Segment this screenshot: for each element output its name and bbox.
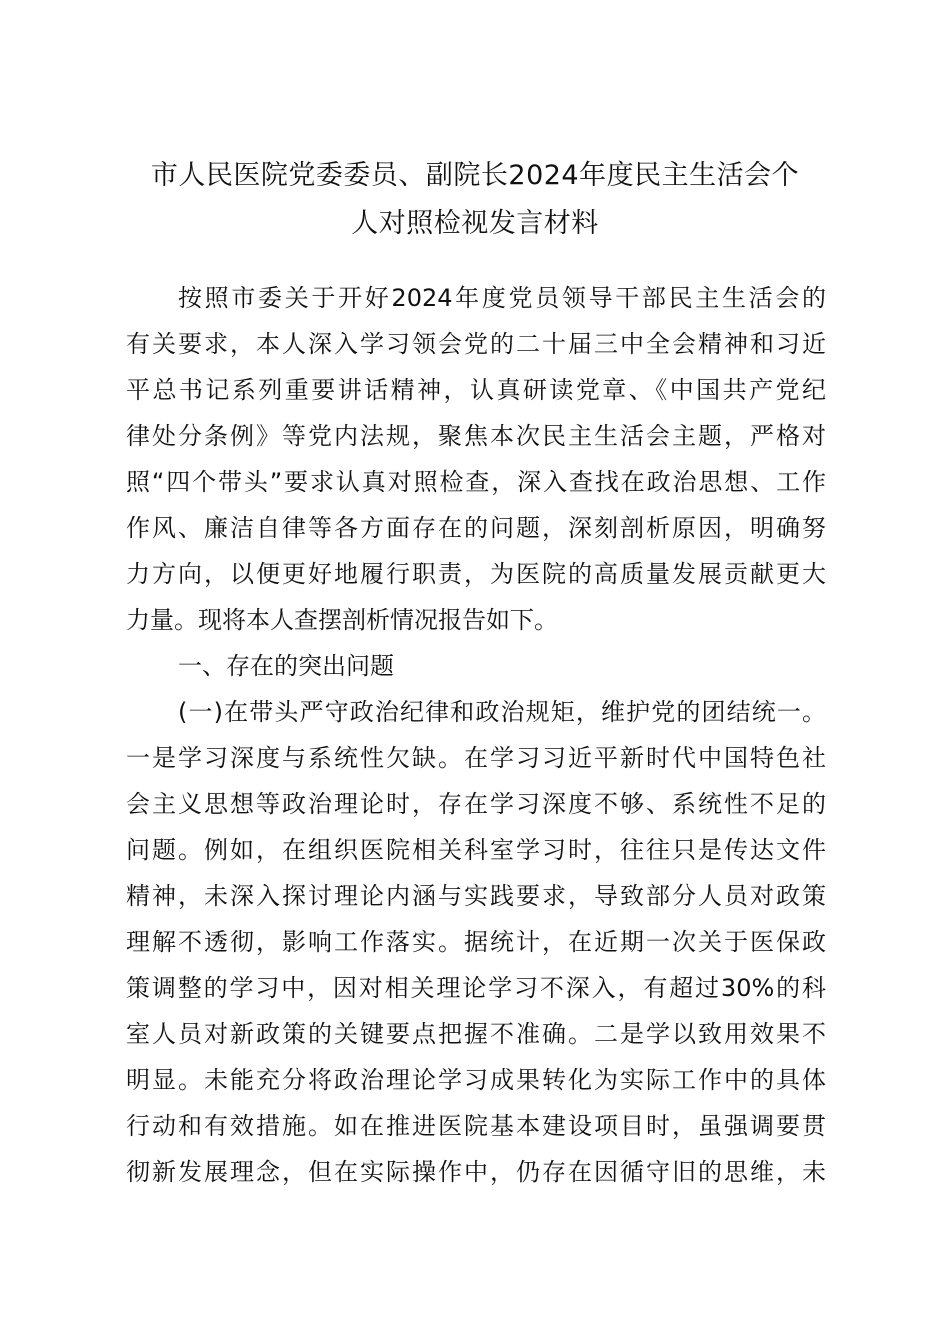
text-line: 按照市委关于开好2024年度党员领导干部民主生活会的 xyxy=(178,284,826,312)
text-line: 问题。例如，在组织医院相关科室学习时，往往只是传达文件 xyxy=(126,836,826,864)
text-line: 室人员对新政策的关键要点把握不准确。二是学以致用效果不 xyxy=(126,1020,826,1048)
title-line: 人对照检视发言材料 xyxy=(351,208,599,239)
text-line: 彻新发展理念，但在实际操作中，仍存在因循守旧的思维，未 xyxy=(126,1158,826,1186)
document-body xyxy=(126,275,826,1195)
text-line: 一是学习深度与系统性欠缺。在学习习近平新时代中国特色社 xyxy=(126,744,826,772)
text-line: 有关要求，本人深入学习领会党的二十届三中全会精神和习近 xyxy=(126,330,826,358)
title-line: 市人民医院党委委员、副院长2024年度民主生活会个 xyxy=(150,160,800,191)
text-line: 力量。现将本人查摆剖析情况报告如下。 xyxy=(126,606,558,634)
text-line: 作风、廉洁自律等各方面存在的问题，深刻剖析原因，明确努 xyxy=(126,514,826,542)
text-line: 精神，未深入探讨理论内涵与实践要求，导致部分人员对政策 xyxy=(126,882,826,910)
text-line: 行动和有效措施。如在推进医院基本建设项目时，虽强调要贯 xyxy=(126,1112,826,1140)
text-line: 平总书记系列重要讲话精神，认真研读党章、《中国共产党纪 xyxy=(126,376,826,404)
text-line: 力方向，以便更好地履行职责，为医院的高质量发展贡献更大 xyxy=(126,560,826,588)
text-line: 照“四个带头”要求认真对照检查，深入查找在政治思想、工作 xyxy=(126,468,826,496)
section-heading: 一、存在的突出问题 xyxy=(178,652,394,680)
document-title xyxy=(120,152,830,248)
text-line: 律处分条例》等党内法规，聚焦本次民主生活会主题，严格对 xyxy=(126,422,826,450)
text-line: 明显。未能充分将政治理论学习成果转化为实际工作中的具体 xyxy=(126,1066,826,1094)
text-line: 策调整的学习中，因对相关理论学习不深入，有超过30%的科 xyxy=(126,974,826,1002)
text-line: 会主义思想等政治理论时，存在学习深度不够、系统性不足的 xyxy=(126,790,826,818)
text-line: 理解不透彻，影响工作落实。据统计，在近期一次关于医保政 xyxy=(126,928,826,956)
subsection-heading: (一)在带头严守政治纪律和政治规矩，维护党的团结统一。 xyxy=(178,698,826,726)
